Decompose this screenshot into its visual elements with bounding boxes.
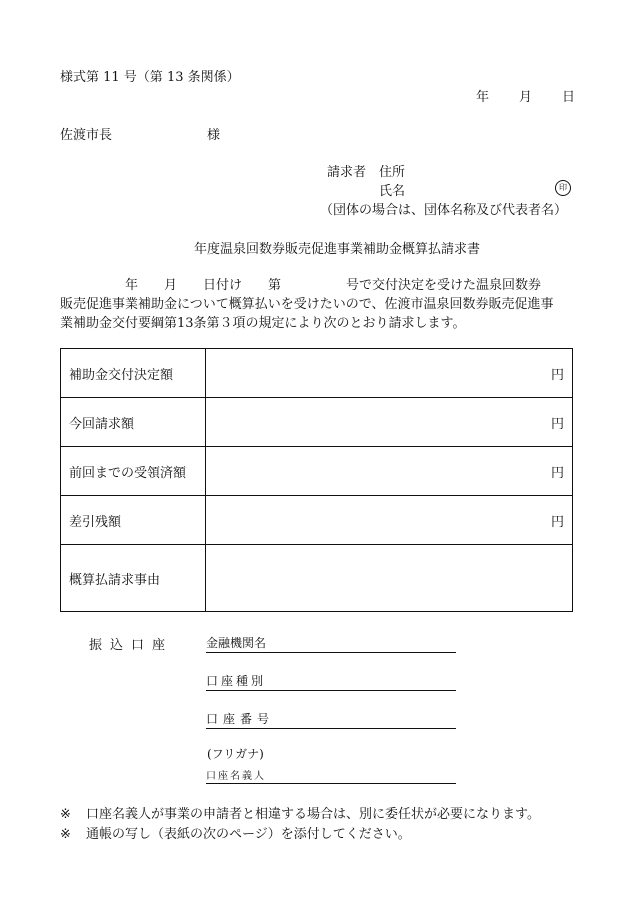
body-line-1: 年 月 日付け 第 号で交付決定を受けた温泉回数券 [60, 278, 542, 293]
row-value-unit: 円 [206, 496, 573, 545]
table-row [61, 545, 573, 612]
addressee [60, 124, 220, 143]
requester-name-label: 氏名 [379, 184, 406, 199]
requester-address-label: 請求者 住所 [327, 165, 406, 180]
table-row [61, 447, 573, 496]
date-year: 年 [476, 90, 490, 105]
row-label: 前回までの受領済額 [61, 447, 206, 496]
row-label: 差引残額 [61, 496, 206, 545]
body-line-3: 業補助金交付要綱第13条第３項の規定により次のとおり請求します。 [60, 316, 466, 331]
account-type-field: 口座種別 [206, 672, 456, 691]
institution-field: 金融機関名 [206, 634, 456, 653]
furigana-label: (フリガナ) [207, 747, 264, 761]
form-number: 様式第 11 号（第 13 条関係） [60, 70, 240, 85]
row-value-unit: 円 [206, 398, 573, 447]
recipient: 佐渡市長 [60, 128, 113, 143]
row-value-unit: 円 [206, 349, 573, 398]
honorific: 様 [207, 128, 221, 143]
date-month: 月 [519, 90, 533, 105]
note-1-text: 口座名義人が事業の申請者と相違する場合は、別に委任状が必要になります。 [86, 807, 540, 822]
table-row [61, 496, 573, 545]
note-mark: ※ [60, 827, 71, 842]
row-label: 概算払請求事由 [61, 545, 206, 612]
note-1 [60, 803, 540, 822]
row-label: 今回請求額 [61, 398, 206, 447]
note-2-text: 通帳の写し（表紙の次のページ）を添付してください。 [86, 827, 411, 842]
table-row [61, 349, 573, 398]
document-title: 年度温泉回数券販売促進事業補助金概算払請求書 [194, 242, 481, 257]
requester-name-row [379, 180, 571, 199]
note-2 [60, 823, 411, 842]
table-row [61, 398, 573, 447]
row-label: 補助金交付決定額 [61, 349, 206, 398]
note-mark: ※ [60, 807, 71, 822]
account-holder-field: 口座名義人 [206, 767, 456, 784]
date-line [476, 86, 575, 105]
row-value-unit [206, 545, 573, 612]
row-value-unit: 円 [206, 447, 573, 496]
date-day: 日 [562, 90, 576, 105]
body-text [60, 276, 580, 333]
seal-icon: 印 [555, 180, 571, 196]
organization-note: （団体の場合は、団体名称及び代表者名） [320, 203, 568, 218]
body-line-2: 販売促進事業補助金について概算払いを受けたいので、佐渡市温泉回数券販売促進事 [60, 297, 554, 312]
bank-account-heading: 振込口座 [89, 638, 174, 653]
amount-table [60, 348, 573, 612]
account-number-field: 口座番号 [206, 710, 456, 729]
